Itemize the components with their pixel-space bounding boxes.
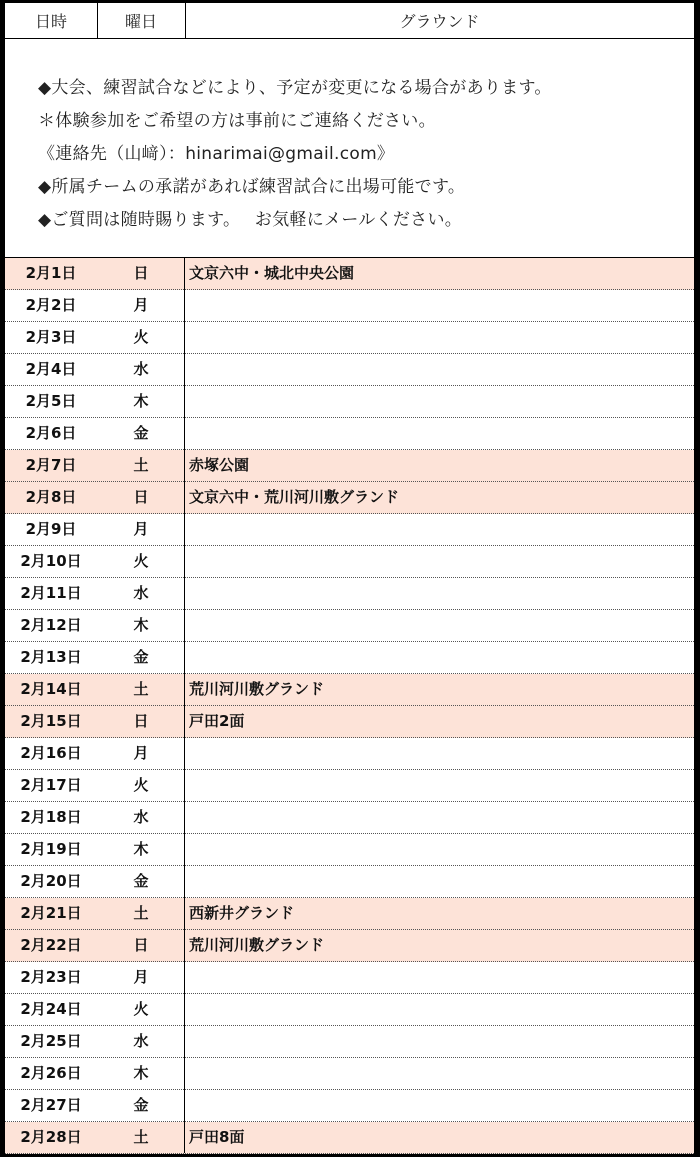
table-row bbox=[5, 866, 694, 898]
weekday-cell: 水 bbox=[133, 584, 149, 602]
date-cell: 2月16日 bbox=[20, 744, 82, 762]
notice-line: ◆ご質問は随時賜ります。 お気軽にメールください。 bbox=[38, 210, 463, 230]
table-row bbox=[5, 930, 694, 962]
notice-line: ＊体験参加をご希望の方は事前にご連絡ください。 bbox=[38, 111, 436, 131]
ground-cell bbox=[189, 418, 689, 449]
date-cell: 2月8日 bbox=[25, 488, 77, 506]
header-weekday: 曜日 bbox=[97, 3, 185, 39]
date-cell: 2月24日 bbox=[20, 1000, 82, 1018]
date-cell: 2月2日 bbox=[25, 296, 77, 314]
notice-line: 《連絡先（山﨑）：hinarimai@gmail.com》 bbox=[38, 144, 395, 164]
ground-cell bbox=[189, 738, 689, 769]
weekday-cell: 日 bbox=[133, 488, 149, 506]
column-divider bbox=[184, 258, 185, 1153]
date-cell: 2月20日 bbox=[20, 872, 82, 890]
table-row bbox=[5, 482, 694, 514]
ground-cell bbox=[189, 610, 689, 641]
weekday-cell: 土 bbox=[133, 1128, 149, 1146]
weekday-cell: 土 bbox=[133, 680, 149, 698]
date-cell: 2月12日 bbox=[20, 616, 82, 634]
date-cell: 2月14日 bbox=[20, 680, 82, 698]
ground-cell: 赤塚公園 bbox=[189, 456, 250, 474]
ground-cell: 文京六中・荒川河川敷グランド bbox=[189, 488, 400, 506]
header-date: 日時 bbox=[5, 3, 97, 39]
table-row bbox=[5, 770, 694, 802]
weekday-cell: 木 bbox=[133, 392, 149, 410]
date-cell: 2月3日 bbox=[25, 328, 77, 346]
weekday-cell: 水 bbox=[133, 1032, 149, 1050]
table-row bbox=[5, 578, 694, 610]
date-cell: 2月26日 bbox=[20, 1064, 82, 1082]
date-cell: 2月15日 bbox=[20, 712, 82, 730]
ground-cell: 荒川河川敷グランド bbox=[189, 936, 325, 954]
table-row bbox=[5, 962, 694, 994]
table-row bbox=[5, 546, 694, 578]
ground-cell: 西新井グランド bbox=[189, 904, 295, 922]
ground-cell bbox=[189, 354, 689, 385]
column-divider bbox=[97, 3, 98, 39]
weekday-cell: 月 bbox=[133, 968, 149, 986]
table-row bbox=[5, 1026, 694, 1058]
weekday-cell: 木 bbox=[133, 616, 149, 634]
table-row bbox=[5, 1122, 694, 1154]
date-cell: 2月23日 bbox=[20, 968, 82, 986]
weekday-cell: 金 bbox=[133, 1096, 149, 1114]
weekday-cell: 月 bbox=[133, 296, 149, 314]
table-row bbox=[5, 322, 694, 354]
table-row bbox=[5, 514, 694, 546]
weekday-cell: 火 bbox=[133, 328, 149, 346]
ground-cell: 文京六中・城北中央公園 bbox=[189, 264, 355, 282]
schedule-sheet bbox=[5, 3, 694, 1153]
ground-cell bbox=[189, 770, 689, 801]
date-cell: 2月21日 bbox=[20, 904, 82, 922]
ground-cell: 荒川河川敷グランド bbox=[189, 680, 325, 698]
table-row bbox=[5, 1090, 694, 1122]
table-row bbox=[5, 834, 694, 866]
date-cell: 2月7日 bbox=[25, 456, 77, 474]
weekday-cell: 水 bbox=[133, 360, 149, 378]
table-row bbox=[5, 738, 694, 770]
ground-cell bbox=[189, 642, 689, 673]
notice-box bbox=[5, 39, 694, 258]
ground-cell: 戸田8面 bbox=[189, 1128, 245, 1146]
weekday-cell: 月 bbox=[133, 744, 149, 762]
date-cell: 2月19日 bbox=[20, 840, 82, 858]
weekday-cell: 土 bbox=[133, 904, 149, 922]
date-cell: 2月13日 bbox=[20, 648, 82, 666]
table-row bbox=[5, 418, 694, 450]
table-row bbox=[5, 386, 694, 418]
ground-cell bbox=[189, 514, 689, 545]
ground-cell bbox=[189, 1058, 689, 1089]
ground-cell bbox=[189, 290, 689, 321]
table-row bbox=[5, 290, 694, 322]
table-row bbox=[5, 642, 694, 674]
weekday-cell: 金 bbox=[133, 872, 149, 890]
table-row bbox=[5, 674, 694, 706]
table-row bbox=[5, 450, 694, 482]
date-cell: 2月17日 bbox=[20, 776, 82, 794]
date-cell: 2月9日 bbox=[25, 520, 77, 538]
date-cell: 2月11日 bbox=[20, 584, 82, 602]
weekday-cell: 金 bbox=[133, 648, 149, 666]
date-cell: 2月5日 bbox=[25, 392, 77, 410]
weekday-cell: 日 bbox=[133, 712, 149, 730]
weekday-cell: 金 bbox=[133, 424, 149, 442]
ground-cell bbox=[189, 1090, 689, 1121]
notice-line: ◆大会、練習試合などにより、予定が変更になる場合があります。 bbox=[38, 78, 552, 98]
weekday-cell: 火 bbox=[133, 1000, 149, 1018]
table-row bbox=[5, 258, 694, 290]
weekday-cell: 水 bbox=[133, 808, 149, 826]
ground-cell bbox=[189, 386, 689, 417]
weekday-cell: 日 bbox=[133, 936, 149, 954]
table-row bbox=[5, 610, 694, 642]
ground-cell bbox=[189, 578, 689, 609]
ground-cell: 戸田2面 bbox=[189, 712, 245, 730]
weekday-cell: 火 bbox=[133, 552, 149, 570]
notice-line: ◆所属チームの承諾があれば練習試合に出場可能です。 bbox=[38, 177, 466, 197]
header-ground: グラウンド bbox=[185, 3, 694, 39]
date-cell: 2月1日 bbox=[25, 264, 77, 282]
ground-cell bbox=[189, 322, 689, 353]
table-row bbox=[5, 802, 694, 834]
table-row bbox=[5, 1058, 694, 1090]
weekday-cell: 月 bbox=[133, 520, 149, 538]
date-cell: 2月18日 bbox=[20, 808, 82, 826]
ground-cell bbox=[189, 962, 689, 993]
weekday-cell: 火 bbox=[133, 776, 149, 794]
table-row bbox=[5, 898, 694, 930]
table-row bbox=[5, 994, 694, 1026]
ground-cell bbox=[189, 802, 689, 833]
weekday-cell: 土 bbox=[133, 456, 149, 474]
weekday-cell: 木 bbox=[133, 1064, 149, 1082]
ground-cell bbox=[189, 994, 689, 1025]
weekday-cell: 日 bbox=[133, 264, 149, 282]
table-row bbox=[5, 706, 694, 738]
ground-cell bbox=[189, 866, 689, 897]
column-divider bbox=[185, 3, 186, 39]
ground-cell bbox=[189, 1026, 689, 1057]
ground-cell bbox=[189, 546, 689, 577]
date-cell: 2月22日 bbox=[20, 936, 82, 954]
date-cell: 2月10日 bbox=[20, 552, 82, 570]
date-cell: 2月25日 bbox=[20, 1032, 82, 1050]
date-cell: 2月27日 bbox=[20, 1096, 82, 1114]
date-cell: 2月28日 bbox=[20, 1128, 82, 1146]
date-cell: 2月4日 bbox=[25, 360, 77, 378]
ground-cell bbox=[189, 834, 689, 865]
weekday-cell: 木 bbox=[133, 840, 149, 858]
table-row bbox=[5, 354, 694, 386]
date-cell: 2月6日 bbox=[25, 424, 77, 442]
